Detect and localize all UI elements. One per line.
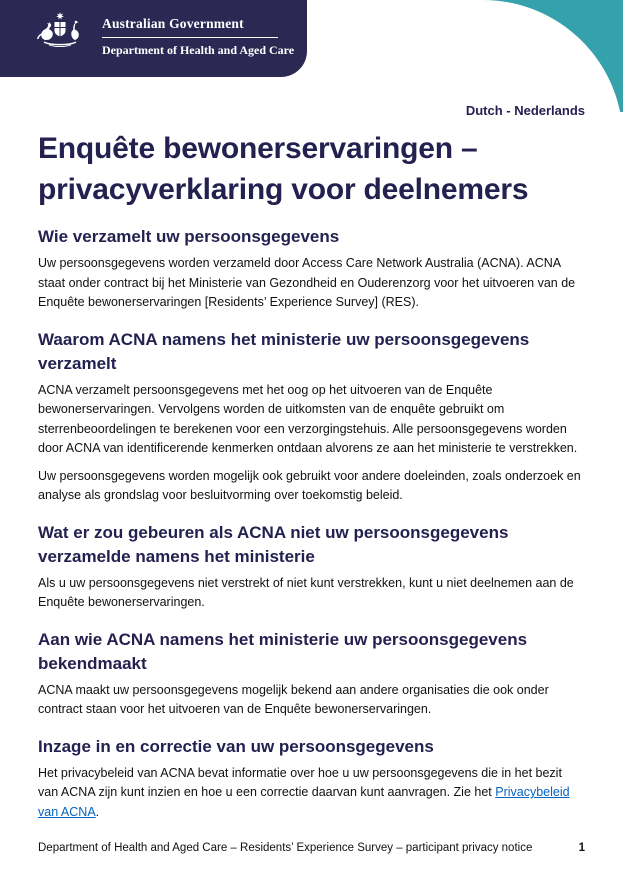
section-access-correction [38, 735, 585, 823]
government-header [0, 0, 307, 77]
kangaroo-icon [41, 22, 53, 40]
section-heading: Wie verzamelt uw persoonsgegevens [38, 227, 340, 246]
section-why-collects [38, 328, 585, 506]
section-paragraph: Uw persoonsgegevens worden mogelijk ook gebruikt voor andere doeleinden, zoals onderzoek en analyse als grondslag voor besluitvorming over toekomstig beleid. [38, 468, 581, 502]
section-if-not-collected [38, 521, 585, 613]
section-heading: Inzage in en correctie van uw persoonsgegevens [38, 736, 434, 756]
government-wordmark [102, 16, 295, 58]
header-divider [102, 37, 278, 38]
section-paragraph: Uw persoonsgegevens worden verzameld door Access Care Network Australia (ACNA). ACNA staat onder contract bij het Ministerie van Gezondheid en Ouderenzorg voor het uitvoeren van de Enquête bewonerservaringen [Residents’ Experience Survey] (RES). [38, 256, 576, 309]
acna-privacy-policy-link[interactable]: Privacybeleid van ACNA [38, 785, 570, 819]
government-name: Australian Government [102, 16, 244, 31]
paragraph-text-after-link: . [95, 804, 100, 819]
page-number: 1 [578, 842, 585, 854]
section-heading: Waarom ACNA namens het ministerie uw persoonsgegevens verzamelt [38, 329, 530, 373]
section-paragraph: ACNA verzamelt persoonsgegevens met het oog op het uitvoeren van de Enquête bewonerservaringen. Vervolgens worden de uitkomsten van de enquête gebruikt om sterrenbeoordelingen te berekenen voor een verzorgingstehuis. Alle persoonsgegevens worden door ACNA van identificerende kenmerken ontdaan alvorens ze aan het ministerie te verstrekken. [38, 382, 578, 455]
australian-coat-of-arms-icon [30, 11, 90, 61]
section-paragraph: Als u uw persoonsgegevens niet verstrekt of niet kunt verstrekken, kunt u niet deelnemen aan de Enquête bewonerservaringen. [38, 575, 574, 609]
star-icon [56, 12, 64, 20]
section-disclosure [38, 628, 585, 720]
footer-text: Department of Health and Aged Care – Residents’ Experience Survey – participant privacy notice [38, 842, 533, 854]
section-who-collects [38, 225, 585, 313]
paragraph-text-before-link: Het privacybeleid van ACNA bevat informatie over hoe u uw persoonsgegevens die in het bezit van ACNA zijn kunt inzien en hoe u een correctie daarvan kunt aanvragen. Zie het [38, 765, 562, 799]
section-paragraph: ACNA maakt uw persoonsgegevens mogelijk bekend aan andere organisaties die ook onder contract staan voor het uitvoeren van de Enquête bewonerservaringen. [38, 682, 549, 716]
emu-icon [71, 23, 79, 40]
language-label: Dutch - Nederlands [465, 103, 585, 118]
document-title: Enquête bewonerservaringen – privacyverklaring voor deelnemers [38, 132, 529, 206]
section-heading: Aan wie ACNA namens het ministerie uw persoonsgegevens bekendmaakt [38, 629, 528, 673]
section-heading: Wat er zou gebeuren als ACNA niet uw persoonsgegevens verzamelde namens het ministerie [38, 522, 509, 566]
department-name: Department of Health and Aged Care [102, 43, 295, 57]
page-footer [38, 842, 585, 854]
section-paragraph [38, 764, 585, 823]
